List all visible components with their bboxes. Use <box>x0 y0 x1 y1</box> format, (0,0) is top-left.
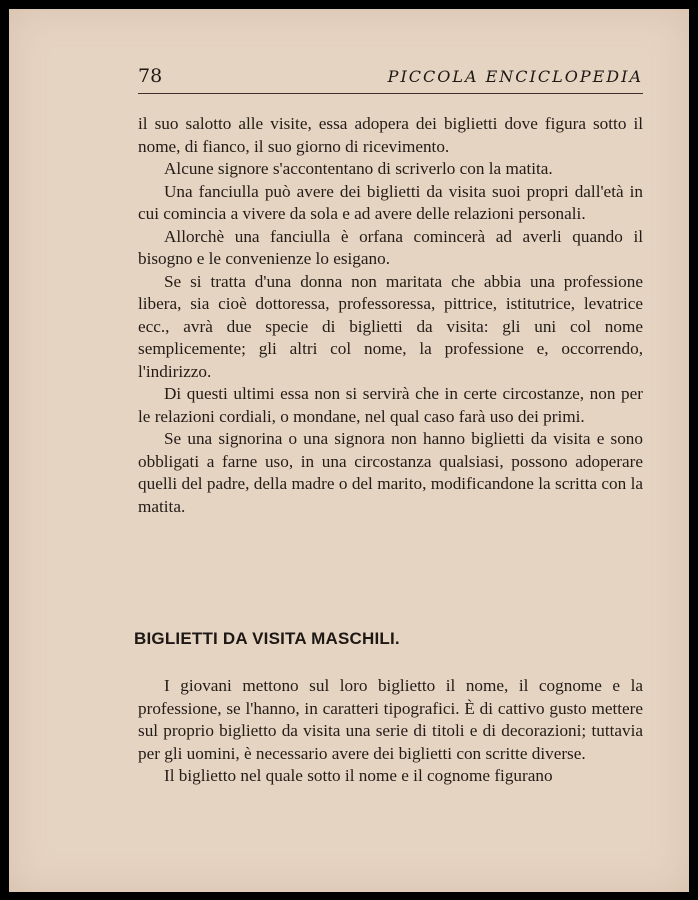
paragraph: Se una signorina o una signora non hanno biglietti da visita e sono obbligati a farne uso, in una circostanza qualsiasi, possono adoperare quelli del padre, della madre o del marito, modificandone la scritta con la matita. <box>138 429 643 516</box>
page-number: 78 <box>138 65 163 87</box>
page-header <box>138 65 643 94</box>
paragraph: Una fanciulla può avere dei biglietti da visita suoi propri dall'età in cui comincia a vivere da sola e ad avere delle relazioni personali. <box>138 181 643 223</box>
section-heading: BIGLIETTI DA VISITA MASCHILI. <box>134 629 400 648</box>
paragraph: Il biglietto nel quale sotto il nome e il cognome figurano <box>164 766 553 785</box>
section-body-text <box>138 675 643 788</box>
paragraph: Allorchè una fanciulla è orfana comincerà ad averli quando il bisogno e le convenienze lo esigano. <box>138 226 643 268</box>
body-text <box>138 113 643 518</box>
paragraph: Di questi ultimi essa non si servirà che in certe circostanze, non per le relazioni cordiali, o mondane, nel qual caso farà uso dei primi. <box>138 384 643 426</box>
book-page <box>9 9 689 892</box>
paragraph: Alcune signore s'accontentano di scriverlo con la matita. <box>164 159 553 178</box>
paragraph: Se si tratta d'una donna non maritata che abbia una professione libera, sia cioè dottoressa, professoressa, pittrice, istitutrice, levatrice ecc., avrà due specie di biglietti da visita: gli uni col nome semplicemente; gli altri col nome, la professione e, occorrendo, l'indirizzo. <box>138 271 643 381</box>
paragraph: I giovani mettono sul loro biglietto il nome, il cognome e la professione, se l'hanno, in caratteri tipografici. È di cattivo gusto mettere sul proprio biglietto da visita una serie di titoli e di decorazioni; tuttavia per gli uomini, è necessario avere dei biglietti con scritte diverse. <box>138 676 643 763</box>
paragraph: il suo salotto alle visite, essa adopera dei biglietti dove figura sotto il nome, di fianco, il suo giorno di ricevimento. <box>138 114 643 156</box>
running-head: PICCOLA ENCICLOPEDIA <box>387 67 643 86</box>
